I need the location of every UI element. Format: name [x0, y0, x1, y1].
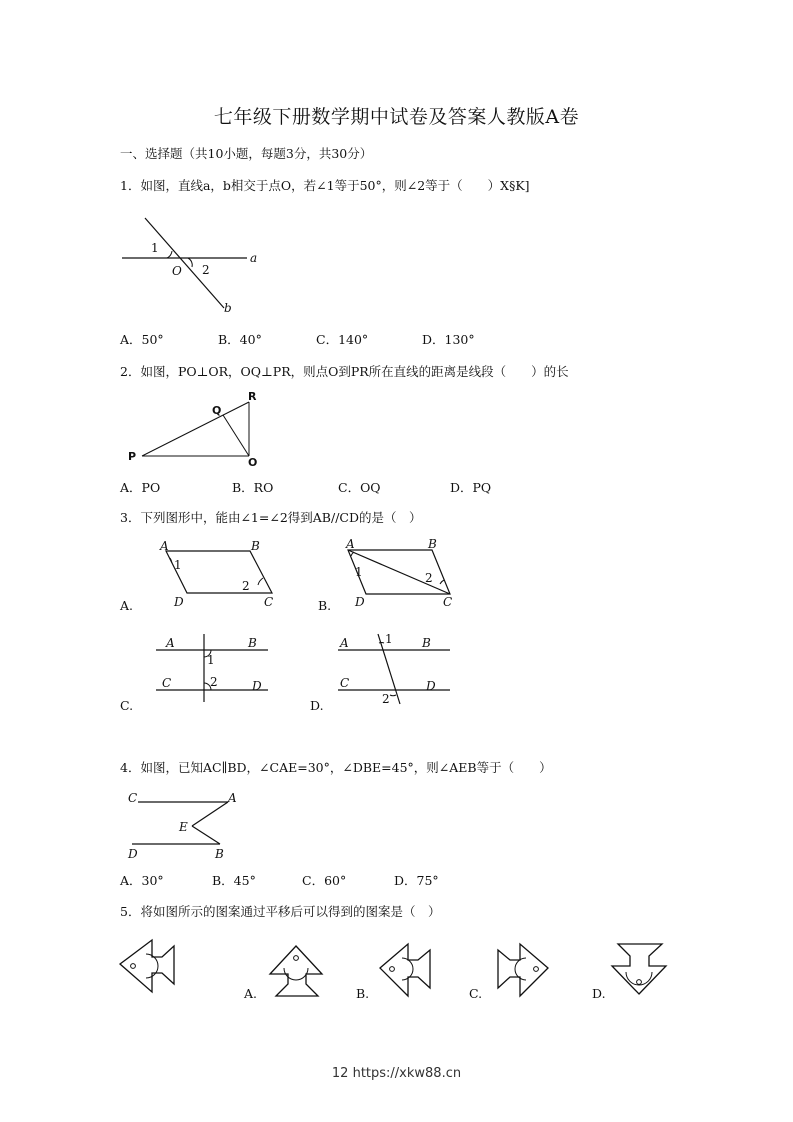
- q5-option-d[interactable]: D.: [592, 986, 606, 1001]
- point-p-label: P: [128, 450, 137, 463]
- vertex-b-label: B: [428, 537, 437, 551]
- point-d-label: D: [252, 679, 262, 693]
- original-pattern-figure: [118, 936, 184, 998]
- angle-1-label: 1: [174, 558, 182, 572]
- q3-option-c[interactable]: C.: [120, 698, 134, 713]
- q3-option-b[interactable]: B.: [318, 598, 332, 613]
- q3-option-a[interactable]: A.: [120, 598, 134, 613]
- pattern-option-c-figure: [490, 940, 552, 1000]
- question-3-figure-b: [340, 536, 470, 608]
- point-o-label: O: [172, 264, 182, 278]
- q1-option-d[interactable]: D．130°: [422, 332, 475, 347]
- q4-option-d[interactable]: D．75°: [394, 873, 439, 888]
- point-e-label: E: [179, 820, 188, 834]
- vertex-d-label: D: [174, 595, 184, 609]
- point-c-label: C: [128, 791, 138, 805]
- q5-option-b[interactable]: B.: [356, 986, 370, 1001]
- angle-2-label: 2: [202, 263, 210, 277]
- page-title: 七年级下册数学期中试卷及答案人教版A卷: [213, 106, 580, 128]
- angle-1-label: 1: [355, 565, 363, 579]
- point-b-label: B: [248, 636, 257, 650]
- vertex-a-label: A: [160, 539, 169, 553]
- question-3-text: 3．下列图形中，能由∠1=∠2得到AB//CD的是（ ）: [120, 510, 422, 525]
- q4-option-c[interactable]: C．60°: [302, 873, 347, 888]
- section-heading: 一、选择题（共10小题，每题3分，共30分）: [120, 146, 373, 161]
- question-3-figure-a: [150, 538, 280, 610]
- q2-option-a[interactable]: A．PO: [120, 480, 161, 495]
- question-1-figure: [112, 212, 272, 318]
- question-2-text: 2．如图，PO⊥OR，OQ⊥PR，则点O到PR所在直线的距离是线段（ ）的长: [120, 364, 569, 379]
- point-d-label: D: [426, 679, 436, 693]
- q2-option-b[interactable]: B．RO: [232, 480, 274, 495]
- angle-1-label: 1: [151, 241, 159, 255]
- angle-2-label: 2: [210, 675, 218, 689]
- question-3-figure-c: [150, 630, 275, 706]
- line-b-label: b: [224, 301, 232, 315]
- point-o-label: O: [248, 456, 258, 469]
- page-footer: 12 https://xkw88.cn: [331, 1066, 462, 1081]
- pattern-option-d-figure: [606, 938, 672, 1000]
- q4-option-b[interactable]: B．45°: [212, 873, 256, 888]
- question-2-figure: [122, 388, 272, 470]
- point-a-label: A: [340, 636, 349, 650]
- vertex-b-label: B: [251, 539, 260, 553]
- pattern-option-a-figure: [264, 938, 328, 1000]
- question-4-text: 4．如图，已知AC∥BD，∠CAE=30°，∠DBE=45°，则∠AEB等于（ ）: [120, 760, 552, 775]
- angle-2-label: 2: [425, 571, 433, 585]
- angle-2-label: 2: [242, 579, 250, 593]
- q3-option-d[interactable]: D.: [310, 698, 324, 713]
- q2-option-d[interactable]: D．PQ: [450, 480, 492, 495]
- vertex-d-label: D: [355, 595, 365, 609]
- point-b-label: B: [422, 636, 431, 650]
- point-b-label: B: [215, 847, 224, 861]
- pattern-option-b-figure: [378, 940, 440, 1000]
- point-a-label: A: [166, 636, 175, 650]
- q1-option-a[interactable]: A．50°: [120, 332, 164, 347]
- question-1-text: 1．如图，直线a，b相交于点O，若∠1等于50°，则∠2等于（ ）X§K]: [120, 178, 530, 193]
- angle-2-label: 2: [382, 692, 390, 706]
- point-r-label: R: [248, 390, 257, 403]
- question-4-figure: [122, 786, 252, 862]
- point-c-label: C: [340, 676, 350, 690]
- question-3-figure-d: [332, 630, 457, 706]
- q4-option-a[interactable]: A．30°: [120, 873, 164, 888]
- vertex-c-label: C: [264, 595, 274, 609]
- vertex-c-label: C: [443, 595, 453, 609]
- point-c-label: C: [162, 676, 172, 690]
- point-a-label: A: [228, 791, 237, 805]
- point-d-label: D: [128, 847, 138, 861]
- q1-option-c[interactable]: C．140°: [316, 332, 369, 347]
- q1-option-b[interactable]: B．40°: [218, 332, 262, 347]
- question-5-text: 5．将如图所示的图案通过平移后可以得到的图案是（ ）: [120, 904, 441, 919]
- point-q-label: Q: [212, 404, 222, 417]
- q5-option-a[interactable]: A.: [244, 986, 258, 1001]
- q2-option-c[interactable]: C．OQ: [338, 480, 381, 495]
- angle-1-label: 1: [385, 632, 393, 646]
- vertex-a-label: A: [346, 537, 355, 551]
- line-a-label: a: [250, 251, 258, 265]
- angle-1-label: 1: [207, 653, 215, 667]
- q5-option-c[interactable]: C.: [469, 986, 483, 1001]
